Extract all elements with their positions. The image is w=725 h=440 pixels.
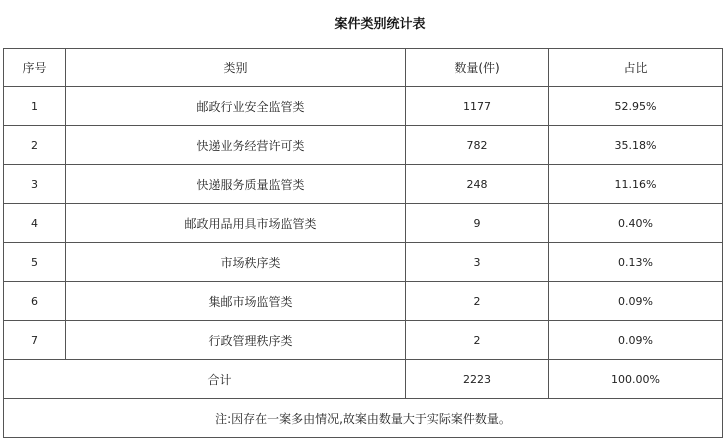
row-ratio: 0.09% xyxy=(549,321,723,360)
table-row xyxy=(4,126,723,165)
row-ratio: 11.16% xyxy=(549,165,723,204)
row-count: 3 xyxy=(406,243,549,282)
row-index: 3 xyxy=(4,165,66,204)
row-count: 782 xyxy=(406,126,549,165)
row-index: 2 xyxy=(4,126,66,165)
header-row xyxy=(4,49,723,87)
total-row xyxy=(4,360,723,399)
table-row xyxy=(4,165,723,204)
note-row xyxy=(4,399,723,438)
row-count: 1177 xyxy=(406,87,549,126)
table-row xyxy=(4,204,723,243)
row-ratio: 52.95% xyxy=(549,87,723,126)
case-category-table xyxy=(3,48,723,438)
row-category: 邮政行业安全监管类 xyxy=(66,87,406,126)
table-title: 案件类别统计表 xyxy=(334,17,426,32)
row-category: 市场秩序类 xyxy=(66,243,406,282)
row-ratio: 0.40% xyxy=(549,204,723,243)
header-ratio: 占比 xyxy=(549,49,723,87)
row-ratio: 35.18% xyxy=(549,126,723,165)
row-category: 快递业务经营许可类 xyxy=(66,126,406,165)
row-category: 快递服务质量监管类 xyxy=(66,165,406,204)
header-category: 类别 xyxy=(66,49,406,87)
row-count: 2 xyxy=(406,282,549,321)
header-index: 序号 xyxy=(4,49,66,87)
row-index: 1 xyxy=(4,87,66,126)
header-count: 数量(件) xyxy=(406,49,549,87)
table-row xyxy=(4,282,723,321)
table-note: 注:因存在一案多由情况,故案由数量大于实际案件数量。 xyxy=(4,399,723,438)
row-ratio: 0.13% xyxy=(549,243,723,282)
table-row xyxy=(4,321,723,360)
row-count: 248 xyxy=(406,165,549,204)
row-category: 行政管理秩序类 xyxy=(66,321,406,360)
row-count: 2 xyxy=(406,321,549,360)
total-label: 合计 xyxy=(4,360,406,399)
row-index: 4 xyxy=(4,204,66,243)
row-count: 9 xyxy=(406,204,549,243)
row-index: 7 xyxy=(4,321,66,360)
total-count: 2223 xyxy=(406,360,549,399)
table-row xyxy=(4,87,723,126)
total-ratio: 100.00% xyxy=(549,360,723,399)
row-ratio: 0.09% xyxy=(549,282,723,321)
row-index: 5 xyxy=(4,243,66,282)
row-index: 6 xyxy=(4,282,66,321)
row-category: 邮政用品用具市场监管类 xyxy=(66,204,406,243)
row-category: 集邮市场监管类 xyxy=(66,282,406,321)
table-row xyxy=(4,243,723,282)
